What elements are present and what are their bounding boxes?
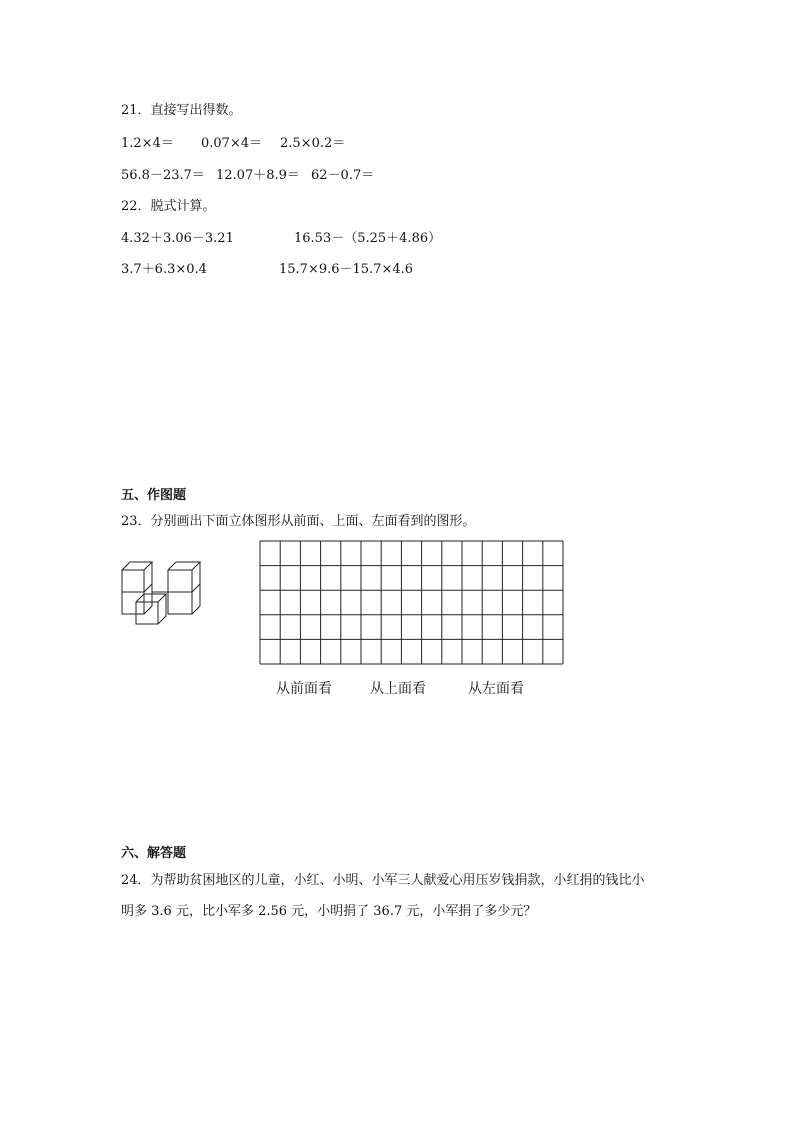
q23-text: 23．分别画出下面立体图形从前面、上面、左面看到的图形。 (121, 514, 476, 529)
q22-title: 22．脱式计算。 (121, 199, 216, 214)
view-label-left: 从左面看 (468, 681, 524, 697)
q24-line-1: 24．为帮助贫困地区的儿童，小红、小明、小军三人献爱心用压岁钱捐款，小红捐的钱比小 (121, 873, 645, 888)
q22-expr-2: 16.53－（5.25＋4.86） (294, 231, 442, 246)
section6-heading: 六、解答题 (121, 846, 187, 861)
q22-expr-4: 15.7×9.6－15.7×4.6 (279, 262, 414, 277)
q21-expr-1: 1.2×4＝ (121, 136, 174, 151)
view-label-front: 从前面看 (276, 681, 332, 697)
q21-title: 21．直接写出得数。 (121, 103, 242, 118)
q21-expr-3: 2.5×0.2＝ (280, 136, 346, 151)
q22-expr-3: 3.7＋6.3×0.4 (121, 262, 207, 277)
q21-expr-4: 56.8－23.7＝ (121, 168, 205, 183)
q24-line-2: 明多 3.6 元，比小军多 2.56 元，小明捐了 36.7 元，小军捐了多少元？ (121, 904, 537, 919)
section5-heading: 五、作图题 (121, 488, 187, 503)
q21-expr-5: 12.07＋8.9＝ (216, 168, 300, 183)
view-label-top: 从上面看 (370, 681, 426, 697)
drawing-grid[interactable] (259, 540, 564, 665)
q22-expr-1: 4.32＋3.06－3.21 (121, 231, 234, 246)
q21-expr-6: 62－0.7＝ (311, 168, 375, 183)
cube-figure (118, 556, 208, 636)
q21-expr-2: 0.07×4＝ (201, 136, 263, 151)
